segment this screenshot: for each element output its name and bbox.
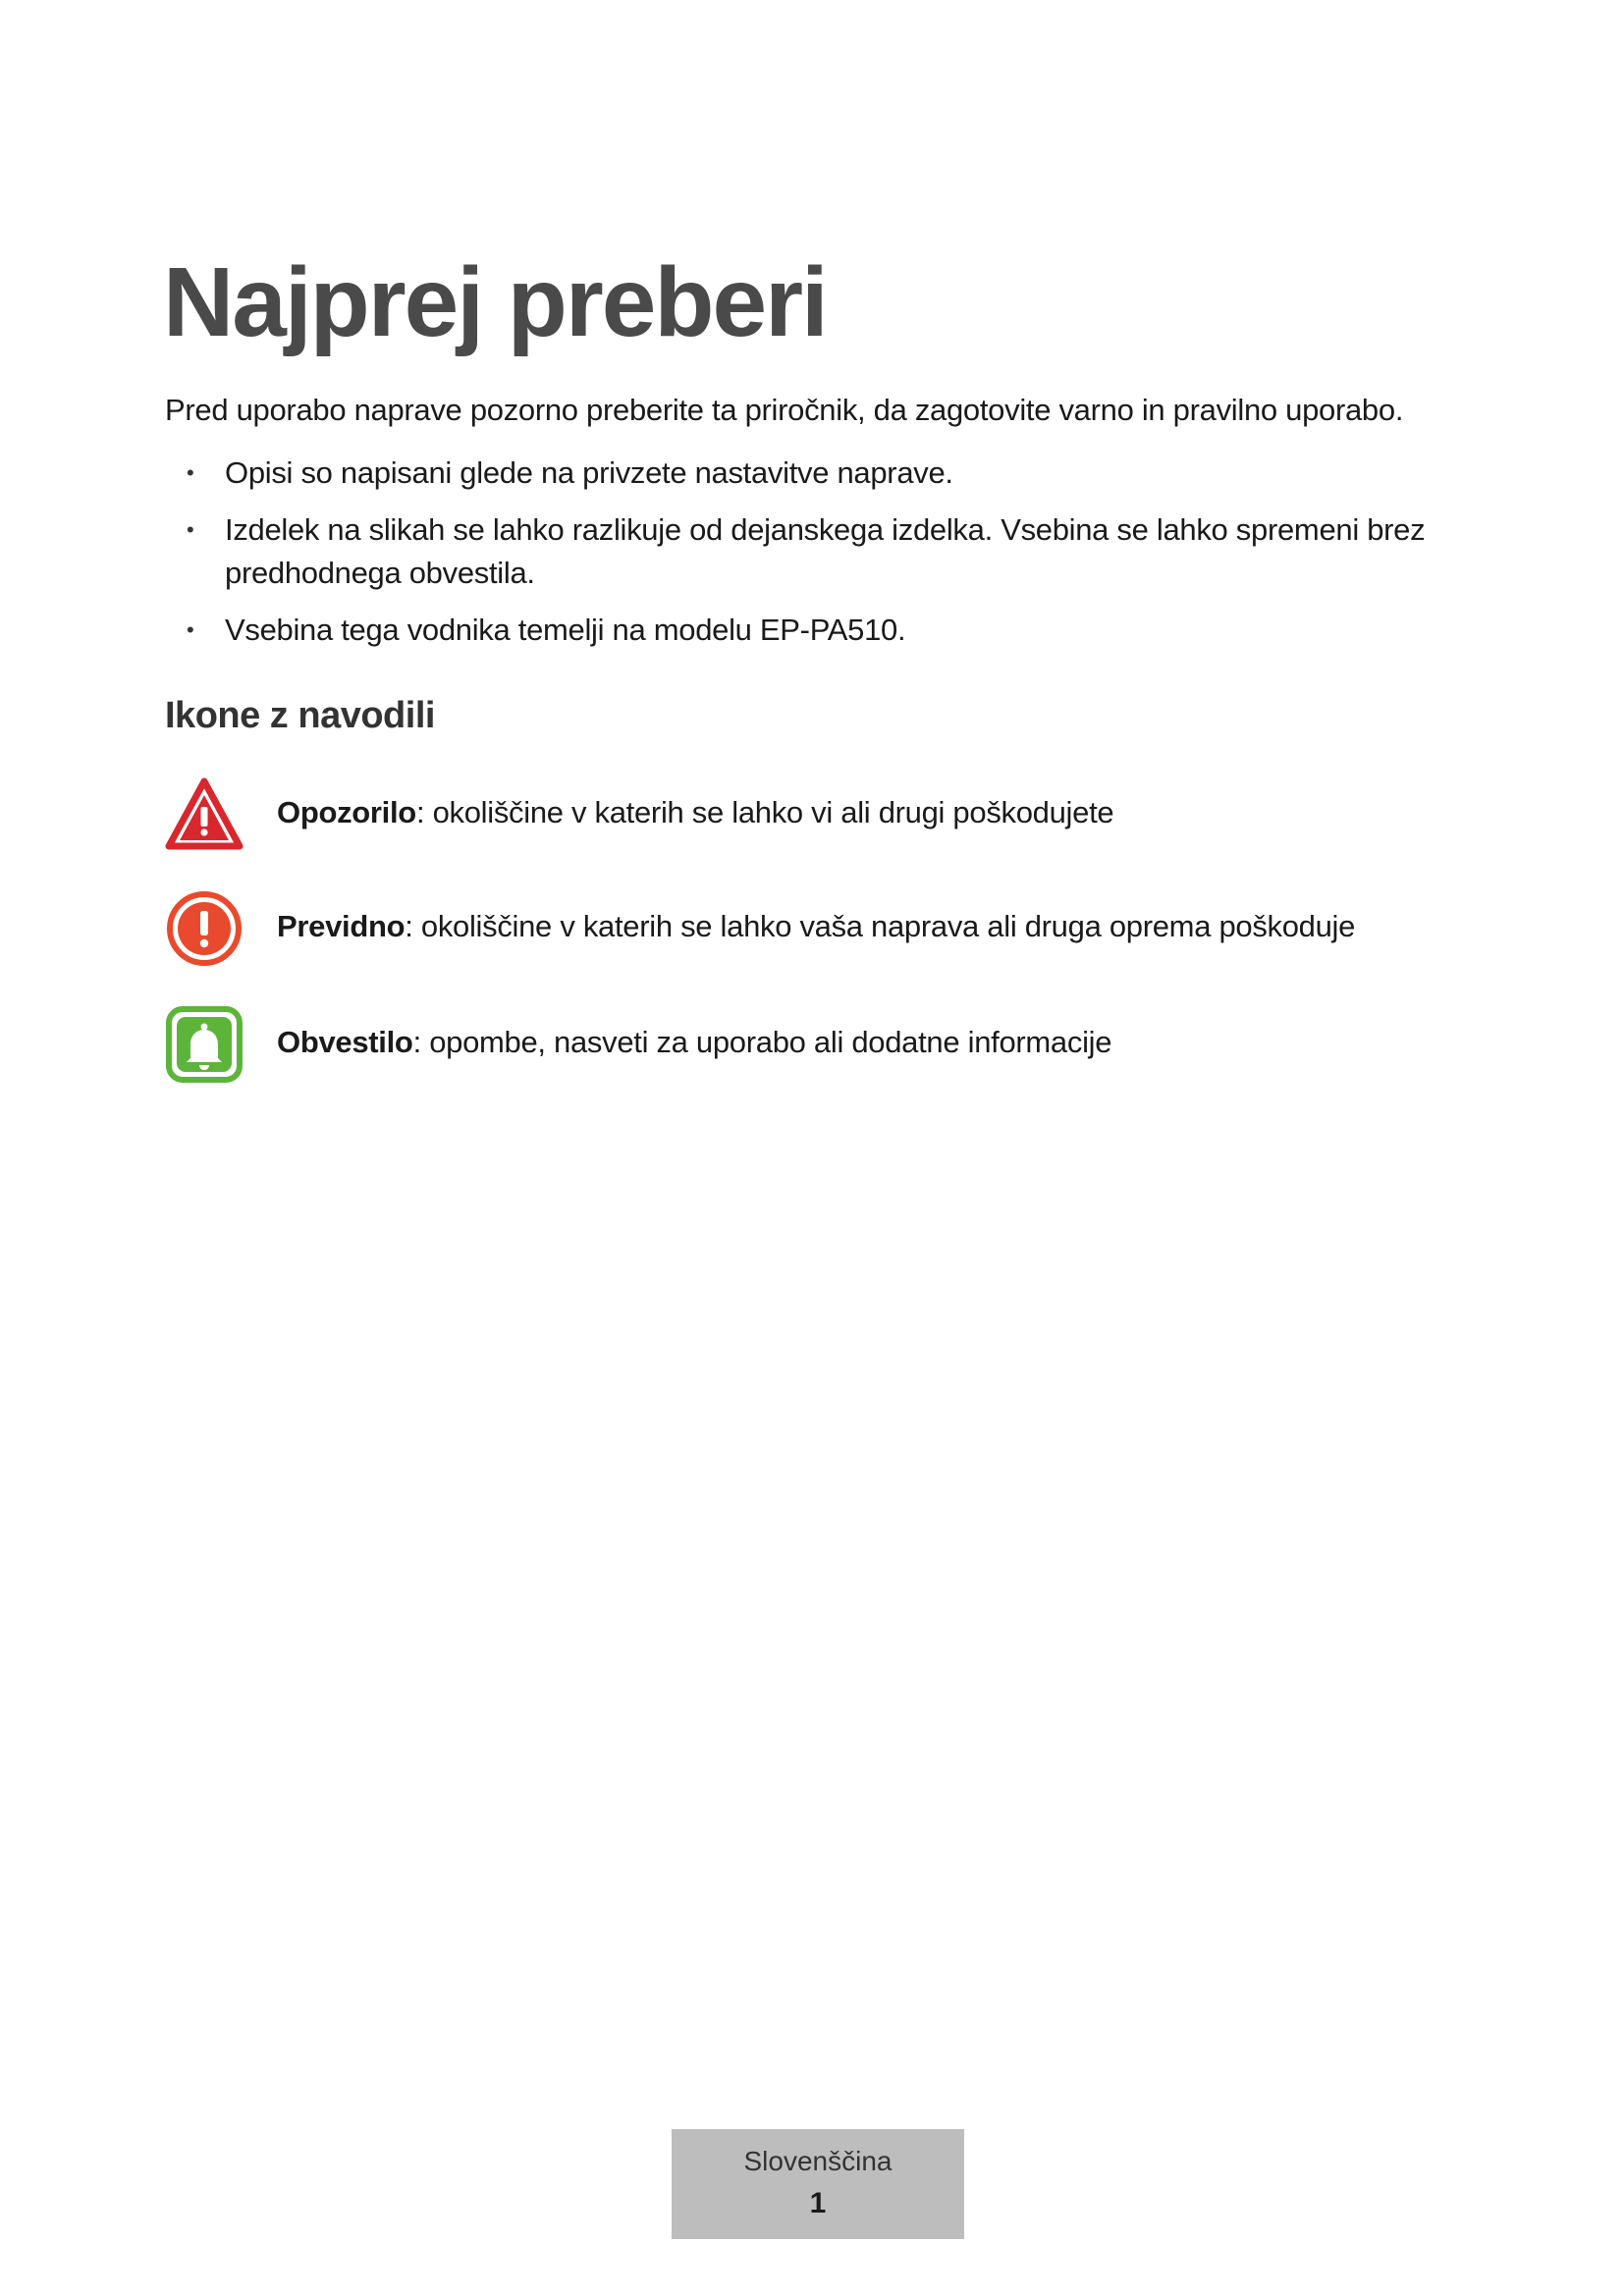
page-title: Najprej preberi bbox=[163, 247, 827, 357]
footer-language: Slovenščina bbox=[743, 2146, 893, 2176]
icon-term: Previdno bbox=[277, 909, 406, 943]
icon-desc: : okoliščine v katerih se lahko vaša naprava ali druga oprema poškoduje bbox=[405, 909, 1356, 943]
icon-row-caution bbox=[165, 889, 1441, 968]
warning-triangle-icon bbox=[165, 775, 244, 854]
icon-description bbox=[277, 1023, 1111, 1062]
icon-desc: : opombe, nasveti za uporabo ali dodatne informacije bbox=[412, 1025, 1112, 1059]
bullet-list bbox=[165, 452, 1481, 666]
intro-paragraph: Pred uporabo naprave pozorno preberite ta priročnik, da zagotovite varno in pravilno uporabo. bbox=[165, 393, 1404, 427]
caution-circle-icon bbox=[165, 889, 244, 968]
bullet-dot: • bbox=[187, 460, 194, 485]
page-footer bbox=[672, 2129, 964, 2239]
notice-bell-icon bbox=[165, 1005, 244, 1084]
bullet-dot: • bbox=[187, 617, 194, 642]
icon-desc: : okoliščine v katerih se lahko vi ali drugi poškodujete bbox=[415, 795, 1114, 829]
page-number: 1 bbox=[809, 2187, 827, 2219]
bullet-item bbox=[165, 508, 1481, 595]
bullet-dot: • bbox=[187, 517, 194, 542]
icon-description bbox=[277, 907, 1355, 946]
section-heading: Ikone z navodili bbox=[165, 695, 435, 736]
icon-row-warning bbox=[165, 775, 1441, 854]
icon-term: Obvestilo bbox=[277, 1025, 413, 1059]
bullet-text: Izdelek na slikah se lahko razlikuje od dejanskega izdelka. Vsebina se lahko spremeni brez predhodnega obvestila. bbox=[225, 512, 1426, 590]
icon-row-notice bbox=[165, 1005, 1441, 1084]
bullet-item bbox=[165, 609, 1481, 652]
icon-term: Opozorilo bbox=[277, 795, 416, 829]
icon-description bbox=[277, 793, 1113, 832]
bullet-text: Opisi so napisani glede na privzete nastavitve naprave. bbox=[225, 455, 953, 490]
bullet-text: Vsebina tega vodnika temelji na modelu EP-PA510. bbox=[225, 613, 906, 647]
bullet-item bbox=[165, 452, 1481, 495]
